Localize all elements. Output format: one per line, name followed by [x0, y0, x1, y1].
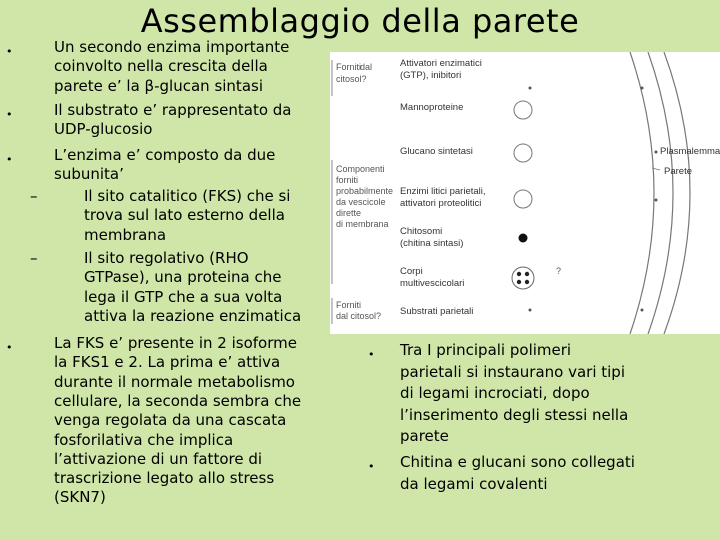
vesicle-dot [517, 272, 521, 276]
sub-bullet-line: trova sul lato esterno della [84, 206, 285, 225]
item-label: Corpi multivescicolari [400, 266, 465, 289]
mannoprotein-vesicle [514, 101, 532, 119]
vesicle-dot [525, 272, 529, 276]
page-title: Assemblaggio della parete [140, 2, 580, 40]
item-label: Chitosomi (chitina sintasi) [400, 226, 464, 249]
substrate-dot [529, 309, 532, 312]
bullet-line: parete e’ la β-glucan sintasi [54, 76, 263, 95]
chitosome-dot [519, 234, 528, 243]
lytic-enzyme-vesicle [514, 190, 532, 208]
item-label: Substrati parietali [400, 306, 474, 317]
supplied-label: Forniti dal citosol? [336, 300, 382, 321]
item-label: Enzimi litici parietali, attivatori proteolitici [400, 186, 486, 209]
bullet-line: l’inserimento degli stessi nella [400, 405, 629, 424]
bullet-line: parete [400, 427, 449, 445]
bullet-line: Tra I principali polimeri [400, 341, 572, 359]
dash-marker: – [30, 249, 38, 267]
bullet-line: Chitina e glucani sono collegati [400, 453, 635, 471]
sub-bullet-line: Il sito catalitico (FKS) che si [84, 187, 291, 205]
item-label: Glucano sintetasi [400, 146, 473, 157]
bullet-line: da legami covalenti [400, 474, 548, 493]
bullet-line: Il substrato e’ rappresentato da [54, 101, 292, 119]
bullet-line: coinvolto nella crescita della [54, 57, 268, 76]
plasmalemma-arc [630, 52, 654, 334]
bullet-marker: • [368, 348, 375, 361]
membrane-dot [641, 87, 644, 90]
sub-bullet-line: GTPase), una proteina che [84, 268, 282, 287]
bullet-line: La FKS e’ presente in 2 isoforme [54, 334, 297, 352]
plasmalemma-label: Plasmalemma [660, 146, 720, 157]
bullet-line: durante il normale metabolismo [54, 372, 295, 391]
question-mark: ? [556, 266, 562, 276]
item-label: Mannoproteine [400, 102, 464, 113]
bullet-line: venga regolata da una cascata [54, 411, 287, 430]
bullet-line: L’enzima e’ composto da due [54, 146, 276, 164]
bullet-line: di legami incrociati, dopo [400, 384, 590, 402]
membrane-dot [641, 309, 644, 312]
activator-dot [529, 87, 532, 90]
bullet-line: UDP-glucosio [54, 120, 153, 139]
bullet-line: trascrizione legato allo stress [54, 469, 275, 488]
membrane-dot [655, 151, 658, 154]
wall-outer-arc [664, 52, 690, 334]
bullet-line: subunita’ [54, 165, 124, 184]
sub-bullet-line: lega il GTP che a sua volta [84, 287, 283, 306]
sub-bullet-line: membrana [84, 225, 167, 244]
bullet-marker: • [6, 45, 13, 58]
bullet-line: l’attivazione di un fattore di [54, 449, 263, 468]
wall-inner-arc [648, 52, 673, 334]
cell-wall-diagram [330, 52, 720, 334]
bullet-line: Un secondo enzima importante [54, 38, 290, 56]
bullet-marker: • [6, 108, 13, 121]
vesicle-dot [525, 280, 529, 284]
components-label: Componenti forniti probabilmente da vescicole dirette di membrana [336, 164, 394, 229]
bullet-marker: • [368, 460, 375, 473]
multivesicular-body [512, 267, 534, 289]
bullet-line: cellulare, la seconda sembra che [54, 391, 302, 410]
bullet-line: parietali si instaurano vari tipi [400, 362, 625, 381]
sub-bullet-line: attiva la reazione enzimatica [84, 306, 302, 325]
bullet-marker: • [6, 341, 13, 354]
diagram-svg [330, 52, 720, 334]
vesicle-dot [517, 280, 521, 284]
supplied-label: Forniti dal citosol? [336, 62, 373, 84]
parete-label: Parete [664, 166, 692, 177]
bullet-line: (SKN7) [54, 488, 106, 507]
sub-bullet-line: Il sito regolativo (RHO [84, 249, 249, 267]
glucan-synthase-vesicle [514, 144, 532, 162]
bullet-line: fosforilativa che implica [54, 430, 234, 449]
bullet-marker: • [6, 153, 13, 166]
item-label: Attivatori enzimatici (GTP), inibitori [400, 58, 482, 81]
dash-marker: – [30, 187, 38, 205]
membrane-dot [655, 199, 658, 202]
bullet-line: la FKS1 e 2. La prima e’ attiva [54, 353, 281, 372]
